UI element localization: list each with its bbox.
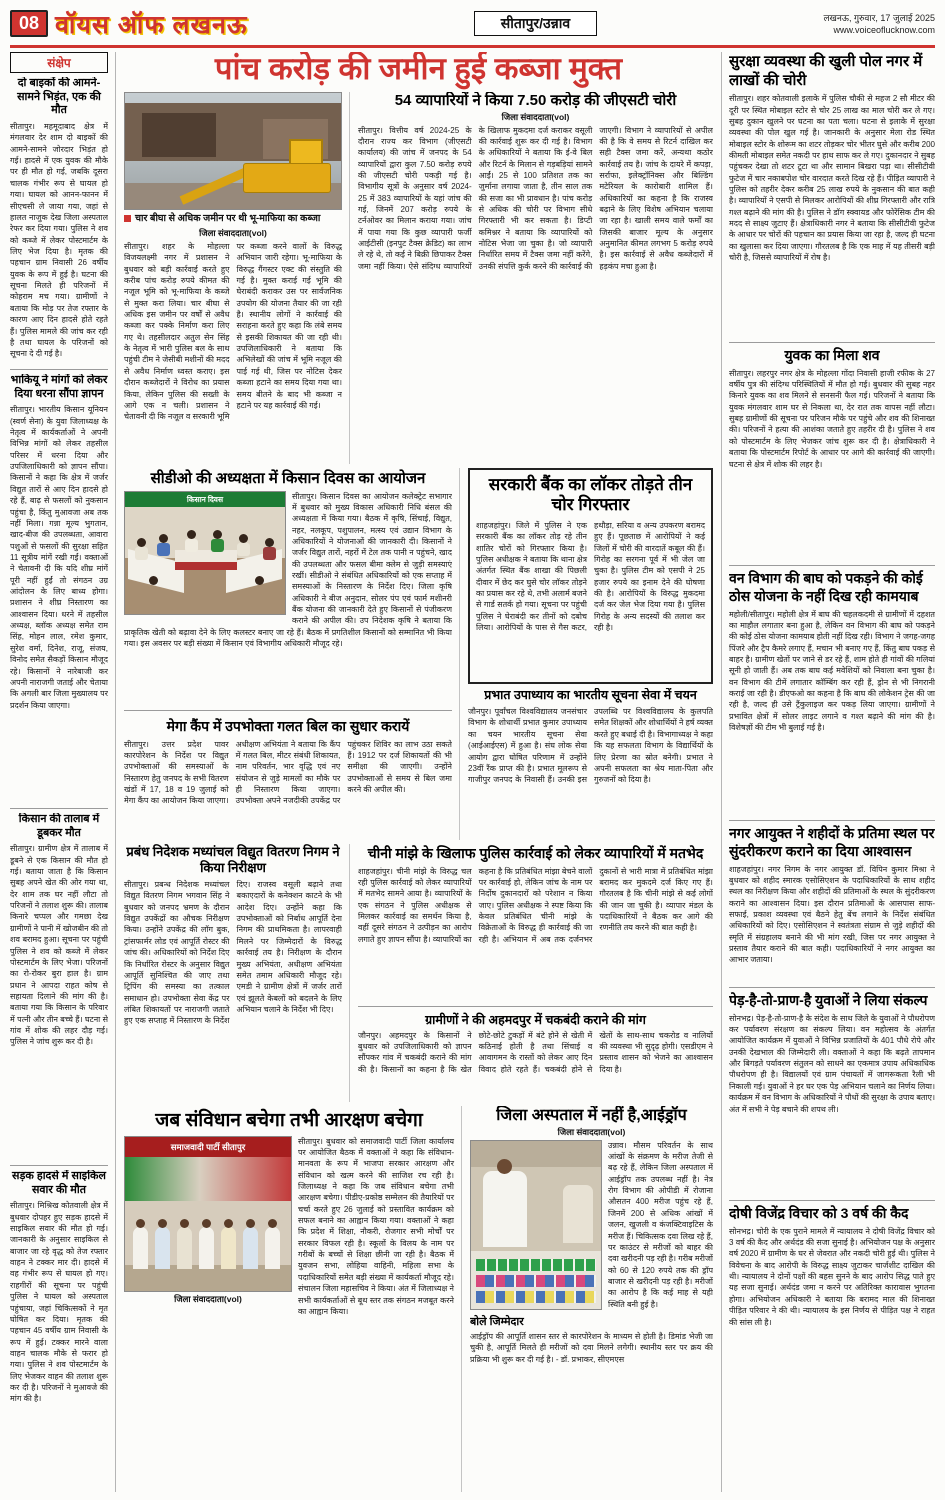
prabhat-headline: प्रभात उपाध्याय का भारतीय सूचना सेवा में चयन <box>484 687 697 702</box>
article-headline: दोषी विजेंद्र विचार को 3 वर्ष की कैद <box>729 1204 909 1221</box>
mega-camp-headline: मेगा कैंप में उपभोक्ता गलत बिल का सुधार करायें <box>166 717 410 734</box>
article-headline: वन विभाग की बाघ को पकड़ने की कोई ठोस योजना के नहीं दिख रही कामयाब <box>729 569 923 604</box>
chakbandi-article <box>358 1011 713 1086</box>
brief-article <box>10 813 108 1161</box>
medicine-boxes <box>476 1259 596 1271</box>
prabhat-article <box>468 688 713 840</box>
article-body: जौनपुर। पूर्वांचल विश्वविद्यालय जनसंचार विभाग के शोधार्थी प्रभात कुमार उपाध्याय का चयन भारतीय सूचना सेवा (आईआईएस) में हुआ है। संघ लोक सेवा आयोग द्वारा घोषित परिणाम में उन्होंने 23वीं रैंक प्राप्त की है। प्रभात मूलरूप से गाजीपुर जनपद के निवासी हैं। उनकी इस उपलब्धि पर विश्वविद्यालय के कुलपति समेत शिक्षकों और शोधार्थियों ने हर्ष व्यक्त करते हुए बधाई दी है। विभागाध्यक्ष ने कहा कि यह सफलता विभाग के विद्यार्थियों के लिए प्रेरणा का स्रोत बनेगी। प्रभात ने अपनी सफलता का श्रेय माता-पिता और गुरुजनों को दिया है। <box>468 707 713 785</box>
divider <box>124 710 452 711</box>
brief-article <box>10 374 108 804</box>
gst-article <box>358 92 713 464</box>
photo-sp-meeting <box>124 1136 292 1292</box>
brief-body: सीतापुर। भारतीय किसान यूनियन (स्वर्ण सेना) के युवा जिलाध्यक्ष के नेतृत्व में कार्यकर्ताओं ने अपनी विभिन्न मांगों को लेकर तहसील परिसर में धरना दिया और उपजिलाधिकारी को ज्ञापन सौंपा। किसानों ने कहा कि क्षेत्र में जर्जर विद्युत तारों से आए दिन हादसे हो रहे हैं, बाढ़ से फसलों को नुकसान पहुंचा है, किंतु मुआवजा अब तक नहीं मिला। गन्ना मूल्य भुगतान, खाद-बीज की उपलब्धता, आवारा पशुओं से फसलों की सुरक्षा सहित 11 सूत्रीय मांगें रखी गईं। वक्ताओं ने चेतावनी दी कि यदि शीघ्र मांगें पूरी नहीं हुईं तो संगठन उग्र आंदोलन के लिए बाध्य होगा। प्रशासन ने शीघ्र निस्तारण का आश्वासन दिया। धरने में तहसील अध्यक्ष, ब्लॉक अध्यक्ष समेत राम सिंह, मोहन लाल, रमेश कुमार, सुरेश वर्मा, दिनेश, राजू, संजय, विनोद समेत सैकड़ों किसान मौजूद रहे। किसानों ने नारेबाजी कर अपनी नाराजगी जताई और चेताया कि अगली बार जिला मुख्यालय पर प्रदर्शन किया जाएगा। <box>10 405 108 710</box>
article-body: सीतापुर। शहर कोतवाली इलाके में पुलिस चौकी से महज 2 सौ मीटर की दूरी पर स्थित मोबाइल स्टोर से चोर 25 लाख का माल चोरी कर ले गए। सुबह दुकान खुलने पर घटना का पता चला। घटना से इलाके में सुरक्षा व्यवस्था की पोल खुल गई है। जानकारी के अनुसार मेला रोड स्थित मोबाइल स्टोर के शोरूम का शटर तोड़कर चोर भीतर घुसे और करीब 200 कीमती मोबाइल समेत नकदी पर हाथ साफ कर ले गए। दुकानदार ने सुबह पहुंचकर देखा तो शटर टूटा था और सामान बिखरा पड़ा था। सीसीटीवी फुटेज में चार नकाबपोश चोर वारदात करते दिख रहे हैं। पीड़ित व्यापारी ने पुलिस को तहरीर देकर करीब 25 लाख रुपये के नुकसान की बात कही है। व्यापारियों ने एसपी से मिलकर आरोपियों की शीघ्र गिरफ्तारी और रात्रि गश्त बढ़ाने की मांग की है। पुलिस ने डॉग स्क्वायड और फोरेंसिक टीम की मदद से साक्ष्य जुटाए हैं। क्षेत्राधिकारी नगर ने बताया कि सीसीटीवी फुटेज के आधार पर चोरों की पहचान का प्रयास किया जा रहा है, जल्द ही घटना का खुलासा कर दिया जाएगा। गौरतलब है कि एक माह में यह तीसरी बड़ी चोरी है, जिससे व्यापारियों में रोष है। <box>729 94 935 263</box>
article-body: सीतापुर। किसान दिवस का आयोजन कलेक्ट्रेट सभागार में बुधवार को मुख्य विकास अधिकारी निधि बंसल की अध्यक्षता में किया गया। बैठक में कृषि, सिंचाई, विद्युत, नहर, नलकूप, पशुपालन, मत्स्य एवं उद्यान विभाग के अधिकारियों ने योजनाओं की जानकारी दी। किसानों ने जर्जर विद्युत तारों, नहरों में टेल तक पानी न पहुंचने, खाद की उपलब्धता और फसल बीमा क्लेम से जुड़ी समस्याएं रखीं। सीडीओ ने संबंधित अधिकारियों को एक सप्ताह में समस्याओं के निस्तारण के निर्देश दिए। जिला कृषि अधिकारी ने बीज अनुदान, सोलर पंप एवं फार्म मशीनरी बैंक योजना की जानकारी देते हुए किसानों से पंजीकरण कराने की अपील की। उप निदेशक कृषि ने बताया कि प्राकृतिक खेती को बढ़ावा देने के लिए कलस्टर बनाए जा रहे हैं। बैठक में प्रगतिशील किसानों को सम्मानित भी किया गया। इस अवसर पर बड़ी संख्या में किसान एवं विभागीय अधिकारी मौजूद रहे। <box>124 491 452 649</box>
article-body: महोली/सीतापुर। महोली क्षेत्र में बाघ की चहलकदमी से ग्रामीणों में दहशत का माहौल लगातार बना हुआ है, लेकिन वन विभाग की बाघ को पकड़ने की कोई ठोस योजना कामयाब होती नहीं दिख रही। विभाग ने जगह-जगह पिंजरे और ट्रैप कैमरे लगाए हैं, मचान भी बनाए गए हैं, किंतु बाघ पकड़ से बाहर है। ग्रामीण खेतों पर जाने से डर रहे हैं, शाम होते ही गांवों की गलियां सूनी हो जाती हैं। अब तक बाघ कई मवेशियों को निवाला बना चुका है। वन विभाग की टीमें लगातार कॉम्बिंग कर रही हैं, ड्रोन से भी निगरानी कराई जा रही है। डीएफओ का कहना है कि बाघ की लोकेशन ट्रेस की जा रही है, जल्द ही उसे ट्रैंकुलाइज कर पकड़ लिया जाएगा। ग्रामीणों ने प्रभावित क्षेत्रों में सोलर लाइट लगाने व गश्त बढ़ाने की मांग की है। विशेषज्ञों की टीम भी बुलाई गई है। <box>729 609 935 733</box>
article-headline: सुरक्षा व्यवस्था की खुली पोल नगर में लाखों की चोरी <box>729 52 923 89</box>
bank-headline: सरकारी बैंक का लॉकर तोड़ते तीन चोर गिरफ्तार <box>488 474 693 515</box>
photo-wrap <box>124 491 286 615</box>
mega-camp-article <box>124 715 452 831</box>
caption-text: चार बीघा से अधिक जमीन पर थी भू-माफिया का कब्जा <box>135 212 321 224</box>
article-body: शाहजहांपुर। जिले में पुलिस ने एक सरकारी बैंक का लॉकर तोड़ रहे तीन शातिर चोरों को गिरफ्तार किया है। पुलिस अधीक्षक ने बताया कि थाना क्षेत्र अंतर्गत स्थित बैंक शाखा की पिछली दीवार में छेद कर घुसे चोर लॉकर तोड़ने का प्रयास कर रहे थे, तभी अलार्म बजने से गार्ड सतर्क हो गया। सूचना पर पहुंची पुलिस ने घेराबंदी कर तीनों को दबोच लिया। आरोपियों के पास से गैस कटर, हथौड़ा, सरिया व अन्य उपकरण बरामद हुए हैं। पूछताछ में आरोपियों ने कई जिलों में चोरी की वारदातें कबूल की हैं। गिरोह का सरगना पूर्व में भी जेल जा चुका है। पुलिस टीम को एसपी ने 25 हजार रुपये का इनाम देने की घोषणा की है। आरोपियों के विरुद्ध मुकदमा दर्ज कर जेल भेज दिया गया है। पुलिस गिरोह के अन्य सदस्यों की तलाश कर रही है। <box>476 520 705 633</box>
dateline: लखनऊ, गुरुवार, 17 जुलाई 2025 <box>823 12 935 23</box>
divider <box>10 808 108 809</box>
divider <box>10 1165 108 1166</box>
article-body: सोनभद्र। पेड़-है-तो-प्राण-है के संदेश के साथ जिले के युवाओं ने पौधरोपण कर पर्यावरण संरक्षण का संकल्प लिया। वन महोत्सव के अंतर्गत आयोजित कार्यक्रम में युवाओं ने विभिन्न प्रजातियों के 401 पौधे रोपे और उनकी देखभाल की जिम्मेदारी ली। वक्ताओं ने कहा कि बढ़ते तापमान और बिगड़ते पर्यावरण संतुलन को साधने का एकमात्र उपाय अधिकाधिक पौधरोपण ही है। विद्यालयों एवं ग्राम पंचायतों में जागरूकता रैली भी निकाली गई। युवाओं ने हर घर एक पेड़ अभियान चलाने का निर्णय लिया। कार्यक्रम में वन विभाग के अधिकारियों ने पौधों की सुरक्षा के उपाय बताए। अंत में सभी ने पेड़ बचाने की शपथ ली। <box>729 1013 935 1114</box>
masthead <box>10 6 935 42</box>
samvidhan-headline: जब संविधान बचेगा तभी आरक्षण बचेगा <box>155 1109 423 1131</box>
meeting-banner-text: किसान दिवस <box>125 492 285 507</box>
byline: जिला संवाददाता(vol) <box>199 227 267 238</box>
masthead-rule <box>10 45 935 48</box>
theft-article <box>729 52 935 338</box>
hospital-article <box>470 1106 713 1493</box>
briefs-section-header: संक्षेप <box>10 52 108 73</box>
photo-kisan-diwas-meeting <box>124 491 286 615</box>
photo-wrap <box>124 1136 292 1307</box>
brief-article <box>10 1170 108 1492</box>
photo-demolition <box>124 92 342 210</box>
brief-body: सीतापुर। ग्रामीण क्षेत्र में तालाब में डूबने से एक किसान की मौत हो गई। बताया जाता है कि किसान सुबह अपने खेत की ओर गया था, देर शाम तक घर नहीं लौटा तो परिजनों ने तलाश शुरू की। तालाब किनारे चप्पल और गमछा देख ग्रामीणों ने पानी में खोजबीन की तो शव बरामद हुआ। सूचना पर पहुंची पुलिस ने शव को कब्जे में लेकर पोस्टमार्टम के लिए भेजा। परिजनों का रो-रोकर बुरा हाल है। ग्राम प्रधान ने आपदा राहत कोष से सहायता दिलाने की मांग की है। बताया गया कि किसान के परिवार में पत्नी और तीन बच्चे हैं। घटना से गांव में शोक की लहर दौड़ गई। पुलिस ने जांच शुरू कर दी है। <box>10 844 108 1047</box>
byline: जिला संवाददाता(vol) <box>557 1126 626 1137</box>
divider <box>729 987 935 988</box>
chakbandi-headline: ग्रामीणों ने की अहमदपुर में चकबंदी कराने की मांग <box>425 1012 646 1027</box>
samvidhan-article <box>124 1106 462 1493</box>
divider <box>10 369 108 370</box>
article-body: सोनभद्र। चोरी के एक पुराने मामले में न्यायालय ने दोषी विजेंद्र विचार को 3 वर्ष की कैद और अर्थदंड की सजा सुनाई है। अभियोजन पक्ष के अनुसार वर्ष 2020 में ग्रामीण के घर से जेवरात और नकदी चोरी हुई थी। पुलिस ने विवेचना के बाद आरोपी के विरुद्ध साक्ष्य जुटाकर चार्जशीट दाखिल की थी। न्यायालय ने दोनों पक्षों की बहस सुनने के बाद आरोप सिद्ध पाते हुए यह सजा सुनाई। अर्थदंड जमा न करने पर अतिरिक्त कारावास भुगतना होगा। अभियोजन अधिकारी ने बताया कि बरामद माल की शिनाख्त पीड़ित परिवार ने की थी। न्यायालय के इस निर्णय से पीड़ित पक्ष ने राहत की सांस ली है। <box>729 1226 935 1327</box>
brief-headline: दो बाइकों की आमने-सामने भिड़ंत, एक की मौत <box>17 76 101 117</box>
divider <box>729 820 935 821</box>
article-body: सीतापुर। प्रबन्ध निदेशक मध्यांचल विद्युत वितरण निगम भगवान सिंह ने बुधवार को जनपद भ्रमण के दौरान विद्युत उपकेंद्रों का औचक निरीक्षण किया। उन्होंने उपकेंद्र की लॉग बुक, ट्रांसफार्मर लोड एवं आपूर्ति रोस्टर की जांच की। अधिकारियों को निर्देश दिए कि निर्धारित रोस्टर के अनुसार विद्युत आपूर्ति सुनिश्चित की जाए तथा ट्रिपिंग की समस्या का तत्काल समाधान हो। उपभोक्ता सेवा केंद्र पर लंबित शिकायतों पर नाराजगी जताते हुए एक सप्ताह में निस्तारण के निर्देश दिए। राजस्व वसूली बढ़ाने तथा बकाएदारों के कनेक्शन काटने के भी आदेश दिए। उन्होंने कहा कि उपभोक्ताओं को निर्बाध आपूर्ति देना निगम की प्राथमिकता है। लापरवाही मिलने पर जिम्मेदारों के विरुद्ध कार्रवाई तय है। निरीक्षण के दौरान मुख्य अभियंता, अधीक्षण अभियंता समेत तमाम अधिकारी मौजूद रहे। एमडी ने ग्रामीण क्षेत्रों में जर्जर तारों एवं झूलते केबलों को बदलने के लिए अभियान चलाने के निर्देश भी दिए। <box>124 880 342 1026</box>
brief-article <box>10 77 108 365</box>
chini-manjha-article <box>358 844 713 1002</box>
byline: जिला संवाददाता(vol) <box>174 1293 242 1304</box>
photo-caption <box>124 213 342 224</box>
lead-headline: पांच करोड़ की जमीन हुई कब्जा मुक्त <box>214 51 623 86</box>
divider <box>358 1006 713 1007</box>
article-body: सीतापुर। उत्तर प्रदेश पावर कारपोरेशन के निर्देश पर विद्युत उपभोक्ताओं की समस्याओं के निस्तारण हेतु जनपद के सभी वितरण खंडों में 17, 18 व 19 जुलाई को मेगा कैंप का आयोजन किया जाएगा। अधीक्षण अभियंता ने बताया कि कैंप में गलत बिल, मीटर संबंधी शिकायत, नाम परिवर्तन, भार वृद्धि एवं नए संयोजन से जुड़े मामलों का मौके पर ही निस्तारण किया जाएगा। उपभोक्ता अपने नजदीकी उपकेंद्र पर पहुंचकर शिविर का लाभ उठा सकते हैं। 1912 पर दर्ज शिकायतों की भी समीक्षा की जाएगी। उन्होंने उपभोक्ताओं से समय से बिल जमा करने की अपील की। <box>124 739 452 806</box>
article-body: शाहजहांपुर। चीनी मांझे के विरुद्ध चल रही पुलिस कार्रवाई को लेकर व्यापारियों में मतभेद सामने आया है। व्यापारियों के एक संगठन ने पुलिस अधीक्षक से मिलकर कार्रवाई का समर्थन किया है, वहीं दूसरे संगठन ने उत्पीड़न का आरोप लगाते हुए ज्ञापन सौंपा है। व्यापारियों का कहना है कि प्रतिबंधित मांझा बेचने वालों पर कार्रवाई हो, लेकिन जांच के नाम पर निर्दोष दुकानदारों को परेशान न किया जाए। पुलिस अधीक्षक ने स्पष्ट किया कि केवल प्रतिबंधित चीनी मांझे के विक्रेताओं के विरुद्ध ही कार्रवाई की जा रही है। अभियान में अब तक दर्जनभर दुकानों से भारी मात्रा में प्रतिबंधित मांझा बरामद कर मुकदमे दर्ज किए गए हैं। गौरतलब है कि चीनी मांझे से कई लोगों की जान जा चुकी है। व्यापार मंडल के पदाधिकारियों ने बैठक कर आगे की रणनीति तय करने की बात कही है। <box>358 866 713 944</box>
md-inspection-article <box>124 844 350 1102</box>
article-body: जौनपुर। अहमदपुर के किसानों ने बुधवार को उपजिलाधिकारी को ज्ञापन सौंपकर गांव में चकबंदी कराने की मांग की है। किसानों का कहना है कि खेत छोटे-छोटे टुकड़ों में बंटे होने से खेती में कठिनाई होती है तथा सिंचाई व आवागमन के रास्तों को लेकर आए दिन विवाद होते रहते हैं। चकबंदी होने से खेतों के साथ-साथ चकरोड व नालियों की व्यवस्था भी सुदृढ़ होगी। एसडीएम ने प्रस्ताव शासन को भेजने का आश्वासन दिया है। <box>358 1030 713 1074</box>
article-headline: नगर आयुक्त ने शहीदों के प्रतिमा स्थल पर सुंदरीकरण कराने का दिया आश्वासन <box>729 824 935 859</box>
article-body: शाहजहांपुर। नगर निगम के नगर आयुक्त डॉ. विपिन कुमार मिश्रा ने बुधवार को शहीद स्मारक एसोसिएशन के पदाधिकारियों के साथ शहीद स्थल का निरीक्षण किया और शहीदों की प्रतिमाओं के स्थल के सुंदरीकरण कराने का आश्वासन दिया। इस दौरान प्रतिमाओं के आसपास साफ-सफाई, प्रकाश व्यवस्था एवं बैठने हेतु बेंच लगाने के निर्देश संबंधित अधिकारियों को दिए। एसोसिएशन ने स्वतंत्रता संग्राम से जुड़े शहीदों की स्मृति में संग्रहालय बनाने की भी मांग रखी, जिस पर नगर आयुक्त ने प्रस्ताव तैयार कराने की बात कही। पदाधिकारियों ने नगर आयुक्त का आभार जताया। <box>729 864 935 965</box>
caption-bullet-icon <box>124 215 131 222</box>
official-quote: आईड्रॉप की आपूर्ति शासन स्तर से कारपोरेशन के माध्यम से होती है। डिमांड भेजी जा चुकी है, आपूर्ति मिलते ही मरीजों को दवा मिलने लगेगी। स्थानीय स्तर पर क्रय की प्रक्रिया भी शुरू कर दी गई है। - डॉ. प्रभाकर, सीएमएस <box>470 1332 713 1364</box>
article-body: सीतापुर। शहर के मोहल्ला विजयलक्ष्मी नगर में प्रशासन ने बुधवार को बड़ी कार्रवाई करते हुए करीब पांच करोड़ रुपये कीमत की नजूल भूमि को भू-माफिया के कब्जे से मुक्त करा लिया। चार बीघा से अधिक इस जमीन पर वर्षों से अवैध कब्जा कर पक्के निर्माण करा लिए गए थे। तहसीलदार अतुल सेन सिंह के नेतृत्व में भारी पुलिस बल के साथ पहुंची टीम ने जेसीबी मशीनों की मदद से अवैध निर्माण ध्वस्त कराए। इस दौरान कब्जेदारों ने विरोध का प्रयास किया, लेकिन पुलिस की सख्ती के आगे एक न चली। प्रशासन ने चेतावनी दी कि नजूल व सरकारी भूमि पर कब्जा करने वालों के विरुद्ध अभियान जारी रहेगा। भू-माफिया के विरुद्ध गैंगस्टर एक्ट की संस्तुति की गई है। मुक्त कराई गई भूमि की घेराबंदी कराकर उस पर सार्वजनिक उपयोग की योजना तैयार की जा रही है। स्थानीय लोगों ने कार्रवाई की सराहना करते हुए कहा कि लंबे समय से इसकी शिकायत की जा रही थी। उपजिलाधिकारी ने बताया कि अभिलेखों की जांच में भूमि नजूल की पाई गई थी, जिस पर नोटिस देकर कब्जा हटाने का समय दिया गया था। समय बीतने के बाद भी कब्जा न हटाने पर यह कार्रवाई की गई। <box>124 241 342 422</box>
lead-article <box>124 92 350 464</box>
divider <box>729 342 935 343</box>
kisan-diwas-article <box>124 468 452 706</box>
brief-headline: किसान की तालाब में डूबकर मौत <box>18 812 100 839</box>
row-kisan-bank <box>124 468 713 840</box>
hospital-headline: जिला अस्पताल में नहीं है,आईड्रॉप <box>496 1106 687 1124</box>
website-url: www.voiceoflucknow.com <box>833 24 935 35</box>
hospital-subhead: बोले जिम्मेदार <box>470 1316 524 1329</box>
article-body: सीतापुर। वित्तीय वर्ष 2024-25 के दौरान राज्य कर विभाग (जीएसटी कार्यालय) की जांच में जनपद के 54 व्यापारियों द्वारा कुल 7.50 करोड़ रुपये की जीएसटी चोरी पकड़ी गई है। विभागीय सूत्रों के अनुसार वर्ष 2024-25 में 383 व्यापारियों के यहां जांच की गई, जिनमें 207 करोड़ रुपये के टर्नओवर का मिलान कराया गया। जांच में पाया गया कि कुछ व्यापारी फर्जी आईटीसी (इनपुट टैक्स क्रेडिट) का लाभ ले रहे थे, तो कई ने बिक्री छिपाकर टैक्स जमा नहीं किया। ऐसे संदिग्ध व्यापारियों के खिलाफ मुकदमा दर्ज कराकर वसूली की कार्रवाई शुरू कर दी गई है। विभाग के अधिकारियों ने बताया कि ई-वे बिल और रिटर्न के मिलान से गड़बड़ियां सामने आईं। 25 से 100 प्रतिशत तक का जुर्माना लगाया जाता है, तीन साल तक की सजा का भी प्रावधान है। पांच करोड़ से अधिक की चोरी पर विभाग सीधे गिरफ्तारी भी कर सकता है। डिप्टी कमिश्नर ने बताया कि व्यापारियों को नोटिस भेजा जा चुका है। जो व्यापारी निर्धारित समय में टैक्स जमा नहीं करेंगे, उनकी संपत्ति कुर्क करने की कार्रवाई की जाएगी। विभाग ने व्यापारियों से अपील की है कि वे समय से रिटर्न दाखिल कर सही टैक्स जमा करें, अन्यथा कठोर कार्रवाई तय है। जांच के दायरे में कपड़ा, सर्राफा, इलेक्ट्रॉनिक्स और बिल्डिंग मटेरियल के कारोबारी शामिल हैं। अधिकारियों का कहना है कि राजस्व बढ़ाने के लिए विशेष अभियान चलाया जा रहा है। खाली समय वाले फर्मों का जिसकी बाजार मूल्य के अनुसार अनुमानित कीमत लगभग 5 करोड़ रुपये है। इस कार्रवाई से अवैध कब्जेदारों में हड़कंप मचा हुआ है। <box>358 125 713 271</box>
brief-body: सीतापुर। मिश्रिख कोतवाली क्षेत्र में बुधवार दोपहर हुए सड़क हादसे में साइकिल सवार की मौत हो गई। जानकारी के अनुसार साइकिल से बाजार जा रहे वृद्ध को तेज रफ्तार वाहन ने टक्कर मार दी। हादसे में वह गंभीर रूप से घायल हो गए। राहगीरों की सूचना पर पहुंची पुलिस ने घायल को अस्पताल पहुंचाया, जहां चिकित्सकों ने मृत घोषित कर दिया। मृतक की पहचान 45 वर्षीय ग्राम निवासी के रूप में हुई। टक्कर मारने वाला वाहन चालक मौके से फरार हो गया। पुलिस ने शव पोस्टमार्टम के लिए भेजकर वाहन की तलाश शुरू कर दी है। परिजनों ने मुआवजे की मांग की है। <box>10 1201 108 1404</box>
divider <box>729 1200 935 1201</box>
article-body: उन्नाव। मौसम परिवर्तन के साथ आंखों के संक्रमण के मरीज तेजी से बढ़ रहे हैं, लेकिन जिला अस्पताल में आईड्रॉप तक उपलब्ध नहीं है। नेत्र रोग विभाग की ओपीडी में रोजाना औसतन 400 मरीज पहुंच रहे हैं, जिनमें 200 से अधिक आंखों में जलन, खुजली व कंजक्टिवाइटिस के मरीज हैं। चिकित्सक दवा लिख रहे हैं, पर काउंटर से मरीजों को बाहर की दवा खरीदनी पड़ रही है। गरीब मरीजों को 60 से 120 रुपये तक की ड्रॉप बाजार से खरीदनी पड़ रही है। मरीजों का आरोप है कि कई माह से यही स्थिति बनी हुई है। <box>608 1140 713 1309</box>
article-body: सीतापुर। लहरपुर नगर क्षेत्र के मोहल्ला गोंदा निवासी हाजी रफीक के 27 वर्षीय पुत्र की संदिग्ध परिस्थितियों में मौत हो गई। बुधवार की सुबह नहर किनारे युवक का शव मिलने से सनसनी फैल गई। परिजनों ने बताया कि युवक मंगलवार शाम घर से निकला था, देर रात तक वापस नहीं लौटा। सुबह ग्रामीणों की सूचना पर परिजन मौके पर पहुंचे और शव की शिनाख्त की। परिजनों ने हत्या की आशंका जताते हुए तहरीर दी है। पुलिस ने शव को पोस्टमार्टम के लिए भेजकर जांच शुरू कर दी है। क्षेत्राधिकारी ने बताया कि पोस्टमार्टम रिपोर्ट के आधार पर आगे की कार्रवाई की जाएगी। घटना से क्षेत्र में शोक की लहर है। <box>729 368 935 469</box>
byline: जिला संवाददाता(vol) <box>501 111 570 122</box>
sp-banner-text: समाजवादी पार्टी सीतापुर <box>125 1137 291 1157</box>
article-headline: पेड़-है-तो-प्राण-है युवाओं ने लिया संकल्प <box>729 991 928 1008</box>
brief-headline: सड़क हादसे में साइकिल सवार की मौत <box>12 1169 106 1196</box>
court-verdict-article <box>729 1205 935 1492</box>
right-column <box>721 52 935 1492</box>
bank-prabhat-block <box>468 468 713 840</box>
bank-robbery-article <box>468 468 713 684</box>
gst-headline: 54 व्यापारियों ने किया 7.50 करोड़ की जीएसटी चोरी <box>394 91 677 109</box>
body-found-article <box>729 347 935 561</box>
memorial-article <box>729 825 935 983</box>
photo-wrap <box>470 1140 602 1310</box>
photo-hospital-counter <box>470 1140 602 1310</box>
row-lead <box>124 92 713 464</box>
brief-headline: भाकियू ने मांगों को लेकर दिया धरना सौंपा ज्ञापन <box>10 373 108 400</box>
tiger-article <box>729 570 935 816</box>
masthead-title: वॉयस ऑफ लखनऊ <box>55 10 248 39</box>
manjha-headline: चीनी मांझे के खिलाफ पुलिस कार्रवाई को लेकर व्यापारियों में मतभेद <box>367 844 704 861</box>
section-title: सीतापुर/उन्नाव <box>500 15 571 32</box>
article-headline: युवक का मिला शव <box>784 346 880 363</box>
md-headline: प्रबंध निदेशक मध्यांचल विद्युत वितरण निगम ने किया निरीक्षण <box>126 843 340 875</box>
brief-body: सीतापुर। महमूदाबाद क्षेत्र में मंगलवार देर शाम दो बाइकों की आमने-सामने जोरदार भिड़ंत हो गई। हादसे में एक युवक की मौके पर ही मौत हो गई, जबकि दूसरा चालक गंभीर रूप से घायल हो गया। घायल को आनन-फानन में सीएचसी ले जाया गया, जहां से हालत नाजुक देख जिला अस्पताल रेफर कर दिया गया। पुलिस ने शव को कब्जे में लेकर पोस्टमार्टम के लिए भेज दिया है। मृतक की पहचान ग्राम निवासी 26 वर्षीय युवक के रूप में हुई है। घटना की सूचना मिलते ही परिजनों में कोहराम मच गया। ग्रामीणों ने बताया कि मोड़ पर तेज रफ्तार के कारण आए दिन हादसे होते रहते हैं। पुलिस मामले की जांच कर रही है तथा घायल के परिजनों को सूचना दे दी गई है। <box>10 122 108 359</box>
page-number-badge: 08 <box>10 10 48 37</box>
article-body: सीतापुर। बुधवार को समाजवादी पार्टी जिला कार्यालय पर आयोजित बैठक में वक्ताओं ने कहा कि संविधान-मानवता के रूप में भाजपा सरकार आरक्षण और संविधान को खत्म करने की साजिश रच रही है। जिलाध्यक्ष ने कहा कि जब संविधान बचेगा तभी आरक्षण बचेगा। पीडीए-प्रकोष्ठ सम्मेलन की तैयारियों पर चर्चा करते हुए 26 जुलाई को प्रस्तावित कार्यक्रम को सफल बनाने का आह्वान किया गया। वक्ताओं ने कहा कि प्रदेश में शिक्षा, नौकरी, रोजगार सभी मोर्चों पर सरकार विफल रही है। स्कूलों के विलय के नाम पर गरीबों के बच्चों से शिक्षा छीनी जा रही है। बैठक में युवजन सभा, लोहिया वाहिनी, महिला सभा के पदाधिकारियों समेत बड़ी संख्या में कार्यकर्ता मौजूद रहे। संचालन जिला महासचिव ने किया। अंत में जिलाध्यक्ष ने सभी कार्यकर्ताओं से बूथ स्तर तक संगठन मजबूत करने का आह्वान किया। <box>298 1136 454 1316</box>
kisan-mega-block <box>124 468 460 840</box>
divider <box>729 565 935 566</box>
kisan-headline: सीडीओ की अध्यक्षता में किसान दिवस का आयोजन <box>150 469 426 487</box>
manjha-chakbandi-block <box>358 844 713 1102</box>
main-column <box>124 52 713 1492</box>
tree-pledge-article <box>729 992 935 1196</box>
briefs-column <box>10 52 116 1492</box>
row-samvidhan-hospital <box>124 1106 713 1493</box>
section-title-box <box>474 11 597 36</box>
row-md-manjha <box>124 844 713 1102</box>
pharmacist-figure <box>483 1171 527 1247</box>
